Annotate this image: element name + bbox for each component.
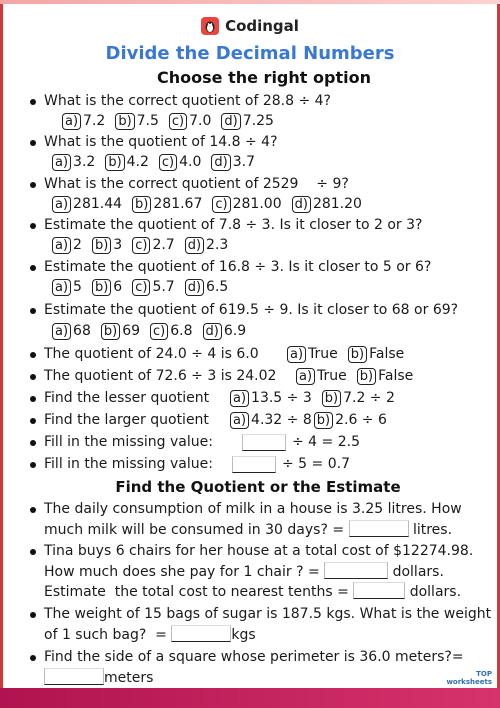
logo-bottom-text: worksheets: [446, 678, 492, 686]
bullet: [30, 655, 36, 661]
option-value: 281.67: [153, 196, 203, 212]
option-b[interactable]: [132, 195, 202, 213]
brand-header: [0, 17, 500, 35]
option-letter: a): [230, 390, 249, 407]
option-value: 4.0: [179, 154, 202, 170]
option-letter: d): [185, 237, 204, 254]
logo-top-text: TOP: [476, 670, 492, 678]
option-letter: b): [348, 346, 367, 363]
option-c[interactable]: [132, 278, 175, 296]
answer-line: [44, 582, 461, 602]
option-value: 4.32 ÷ 8: [251, 412, 312, 428]
option-letter: d): [203, 323, 222, 340]
option-value: 6.5: [206, 279, 229, 295]
options-6: [52, 322, 256, 340]
option-a[interactable]: [230, 411, 312, 429]
unit-label: meters: [104, 670, 154, 686]
option-value: 7.0: [189, 113, 212, 129]
option-a-true[interactable]: [287, 345, 338, 363]
option-value: 5.7: [152, 279, 175, 295]
answer-blank[interactable]: [349, 520, 409, 537]
option-value: 13.5 ÷ 3: [251, 390, 312, 406]
option-b[interactable]: [322, 389, 395, 407]
option-value: 6.9: [223, 323, 247, 339]
question-text: Find the larger quotient: [44, 412, 209, 428]
answer-line: [44, 520, 452, 540]
fill-row-2: [232, 455, 350, 473]
section-title-options: Choose the right option: [157, 68, 371, 87]
word-problem-4: [30, 648, 492, 688]
option-value: False: [378, 368, 414, 384]
option-letter: d): [292, 196, 311, 213]
word-problem-2: [30, 542, 492, 602]
option-value: 6.8: [170, 323, 193, 339]
question-text: What is the correct quotient of 2529 ÷ 9?: [44, 176, 349, 192]
options-8: [296, 367, 423, 385]
answer-blank[interactable]: [44, 668, 104, 685]
option-letter: a): [62, 113, 81, 130]
problem-text: much milk will be consumed in 30 days? =: [44, 522, 345, 538]
bullet: [30, 418, 36, 424]
question-text: The quotient of 72.6 ÷ 3 is 24.02: [44, 368, 277, 384]
option-value: 2.3: [206, 237, 229, 253]
options-9: [230, 389, 405, 407]
option-letter: a): [52, 323, 71, 340]
option-value: 7.2: [83, 113, 106, 129]
answer-blank[interactable]: [232, 456, 276, 473]
option-letter: b): [115, 113, 134, 130]
options-7: [287, 345, 414, 363]
option-value: True: [308, 346, 338, 362]
option-b[interactable]: [314, 411, 387, 429]
bullet: [30, 612, 36, 618]
question-text: Estimate the quotient of 16.8 ÷ 3. Is it closer to 5 or 6?: [44, 259, 432, 275]
option-b[interactable]: [105, 153, 149, 171]
option-value: 5: [73, 279, 82, 295]
option-a[interactable]: [52, 278, 82, 296]
word-problem-3: [30, 605, 492, 645]
option-d[interactable]: [203, 322, 247, 340]
option-value: 281.20: [312, 196, 362, 212]
problem-text: Find the side of a square whose perimeter is 36.0 meters?=: [44, 649, 464, 665]
option-b[interactable]: [101, 322, 140, 340]
question-text: Find the lesser quotient: [44, 390, 210, 406]
bullet: [30, 223, 36, 229]
option-a[interactable]: [62, 112, 105, 130]
option-value: 6: [113, 279, 123, 295]
option-letter: c): [159, 154, 177, 171]
option-d[interactable]: [185, 236, 229, 254]
unit-label: litres.: [412, 522, 453, 538]
bullet: [30, 440, 36, 446]
section-title-quotient: Find the Quotient or the Estimate: [115, 478, 401, 496]
bullet: [30, 549, 36, 555]
option-c[interactable]: [159, 153, 202, 171]
option-letter: d): [221, 113, 240, 130]
problem-text: How much does she pay for 1 chair ? =: [44, 564, 320, 580]
option-c[interactable]: [150, 322, 193, 340]
option-value: 3.2: [73, 154, 96, 170]
option-letter: c): [150, 323, 168, 340]
penguin-logo-icon: [201, 17, 219, 35]
bullet: [30, 462, 36, 468]
problem-text: The weight of 15 bags of sugar is 187.5 kgs. What is the weight: [44, 606, 492, 622]
option-b[interactable]: [115, 112, 159, 130]
option-letter: b): [101, 323, 120, 340]
question-text: Fill in the missing value:: [44, 434, 213, 450]
option-letter: a): [296, 368, 315, 385]
option-value: 7.25: [242, 113, 274, 129]
option-letter: c): [132, 279, 150, 296]
bullet: [30, 352, 36, 358]
fill-row-1: [242, 433, 360, 451]
equation-rest: ÷ 5 = 0.7: [282, 456, 350, 472]
options-5: [52, 278, 238, 296]
option-value: 7.5: [136, 113, 159, 129]
option-letter: c): [212, 196, 230, 213]
option-a[interactable]: [52, 322, 91, 340]
option-letter: c): [169, 113, 187, 130]
option-letter: b): [105, 154, 124, 171]
bullet: [30, 182, 36, 188]
bullet: [30, 396, 36, 402]
bullet: [30, 140, 36, 146]
option-d[interactable]: [211, 153, 255, 171]
option-a-true[interactable]: [296, 367, 347, 385]
option-value: 281.44: [73, 196, 123, 212]
option-letter: a): [287, 346, 306, 363]
unit-label: dollars.: [392, 564, 444, 580]
option-value: 4.2: [126, 154, 149, 170]
option-letter: a): [52, 196, 71, 213]
option-value: 3: [113, 237, 123, 253]
option-letter: b): [92, 279, 111, 296]
bottom-bar: [0, 688, 500, 708]
option-value: 7.2 ÷ 2: [343, 390, 395, 406]
unit-label: kgs: [231, 627, 256, 643]
unit-label: dollars.: [409, 584, 462, 600]
bullet: [30, 374, 36, 380]
option-b[interactable]: [92, 236, 122, 254]
bullet: [30, 99, 36, 105]
option-a[interactable]: [52, 236, 82, 254]
question-text: What is the quotient of 14.8 ÷ 4?: [44, 134, 278, 150]
option-a[interactable]: [52, 153, 95, 171]
option-value: 68: [73, 323, 91, 339]
bullet: [30, 308, 36, 314]
option-value: 281.00: [232, 196, 282, 212]
option-letter: b): [132, 196, 151, 213]
answer-blank[interactable]: [171, 625, 231, 642]
option-c[interactable]: [169, 112, 212, 130]
option-letter: c): [132, 237, 150, 254]
option-letter: b): [322, 390, 341, 407]
brand-name: Codingal: [225, 17, 299, 35]
question-text: Estimate the quotient of 619.5 ÷ 9. Is it closer to 68 or 69?: [44, 302, 459, 318]
option-letter: a): [52, 154, 71, 171]
options-3: [52, 195, 372, 213]
question-text: Estimate the quotient of 7.8 ÷ 3. Is it closer to 2 or 3?: [44, 217, 423, 233]
option-b[interactable]: [92, 278, 122, 296]
option-letter: a): [52, 279, 71, 296]
option-value: 2.7: [152, 237, 175, 253]
option-value: 2.6 ÷ 6: [335, 412, 387, 428]
word-problem-1: [30, 500, 492, 538]
option-letter: d): [211, 154, 230, 171]
option-value: 2: [73, 237, 82, 253]
answer-line: [44, 668, 153, 688]
option-c[interactable]: [212, 195, 281, 213]
question-text: The quotient of 24.0 ÷ 4 is 6.0: [44, 346, 259, 362]
page-title: Divide the Decimal Numbers: [105, 43, 395, 64]
option-d[interactable]: [292, 195, 362, 213]
option-value: 3.7: [232, 154, 255, 170]
answer-line: [44, 625, 256, 645]
question-text: Fill in the missing value:: [44, 456, 213, 472]
topworksheets-logo: [446, 670, 492, 686]
bullet: [30, 265, 36, 271]
option-b-false[interactable]: [357, 367, 413, 385]
answer-blank[interactable]: [242, 434, 286, 451]
options-10: [230, 411, 397, 429]
option-d[interactable]: [185, 278, 229, 296]
options-4: [52, 236, 238, 254]
problem-text: The daily consumption of milk in a house is 3.25 litres. How: [44, 501, 462, 517]
option-value: 69: [122, 323, 141, 339]
option-letter: a): [230, 412, 249, 429]
option-a[interactable]: [230, 389, 312, 407]
options-1: [62, 112, 284, 130]
option-value: False: [369, 346, 405, 362]
option-a[interactable]: [52, 195, 122, 213]
option-letter: b): [92, 237, 111, 254]
answer-line: [44, 562, 444, 582]
option-letter: b): [314, 412, 333, 429]
options-2: [52, 153, 265, 171]
problem-text: of 1 such bag? =: [44, 627, 167, 643]
option-letter: b): [357, 368, 376, 385]
option-letter: d): [185, 279, 204, 296]
problem-text: Estimate the total cost to nearest tenths =: [44, 584, 349, 600]
answer-blank[interactable]: [324, 562, 388, 579]
option-value: True: [317, 368, 347, 384]
equation-rest: ÷ 4 = 2.5: [292, 434, 360, 450]
top-edge: [0, 0, 500, 4]
option-b-false[interactable]: [348, 345, 404, 363]
option-c[interactable]: [132, 236, 175, 254]
answer-blank[interactable]: [353, 582, 405, 599]
option-d[interactable]: [221, 112, 274, 130]
option-letter: a): [52, 237, 71, 254]
question-text: What is the correct quotient of 28.8 ÷ 4?: [44, 93, 331, 109]
problem-text: Tina buys 6 chairs for her house at a total cost of $12274.98.: [44, 543, 474, 559]
bullet: [30, 507, 36, 513]
